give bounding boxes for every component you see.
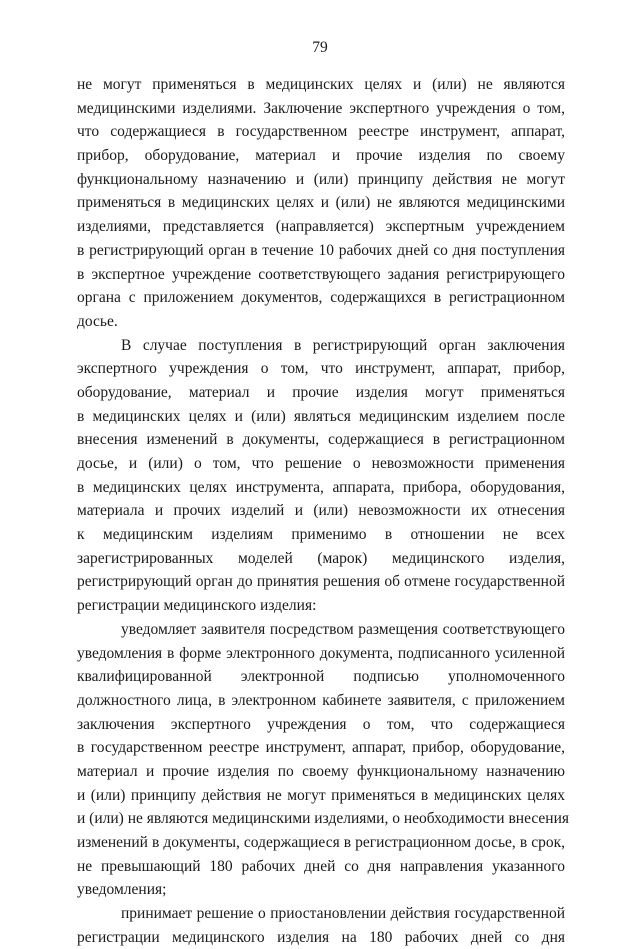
text-line: принимает решение о приостановлении действия государственной [121,905,565,923]
text-line: регистрации медицинского изделия на 180 рабочих дней со дня [77,928,565,946]
page-number: 79 [312,39,328,56]
paragraph [77,902,565,949]
text-line: что содержащиеся в государственном реестре инструмент, аппарат, [77,123,565,141]
text-line: в экспертное учреждение соответствующего задания регистрирующего [77,265,565,283]
text-line: применяться в медицинских целях и (или) не являются медицинскими [77,194,565,212]
text-line: не могут применяться в медицинских целях и (или) не являются [77,76,565,93]
text-line: органа с приложением документов, содержащихся в регистрационном [77,289,565,307]
text-line: в государственном реестре инструмент, аппарат, прибор, оборудование, [77,739,565,757]
text-line: изменений в документы, содержащиеся в регистрационном досье, в срок, [77,834,565,851]
text-line: изделиями, представляется (направляется) экспертным учреждением [77,218,565,236]
body-text [77,73,570,949]
text-line: уведомления; [77,881,167,899]
text-line: функциональному назначению и (или) принципу действия не могут [77,170,565,188]
text-line: зарегистрированных моделей (марок) медицинского изделия, [77,549,565,567]
text-line: оборудование, материал и прочие изделия могут применяться [77,383,565,401]
text-line: должностного лица, в электронном кабинете заявителя, с приложением [77,691,565,709]
text-line: прибор, оборудование, материал и прочие изделия по своему [77,147,565,165]
text-line: в медицинских целях инструмента, аппарата, прибора, оборудования, [77,478,565,496]
text-line: экспертного учреждения о том, что инструмент, аппарат, прибор, [77,360,565,378]
text-line: в регистрирующий орган в течение 10 рабочих дней со дня поступления [77,241,565,259]
paragraph [77,73,565,334]
paragraph [77,618,570,902]
text-line: материала и прочих изделий и (или) невозможности их отнесения [77,502,565,520]
text-line: заключения экспертного учреждения о том, что содержащиеся [77,715,565,733]
text-line: медицинскими изделиями. Заключение экспертного учреждения о том, [77,99,565,117]
text-line: и (или) не являются медицинскими изделиями, о необходимости внесения [77,810,570,828]
text-line: В случае поступления в регистрирующий орган заключения [121,336,565,354]
text-line: и (или) принципу действия не могут применяться в медицинских целях [77,786,565,804]
text-line: регистрации медицинского изделия: [77,597,317,615]
text-line: уведомляет заявителя посредством размещения соответствующего [121,620,565,638]
text-line: регистрирующий орган до принятия решения об отмене государственной [77,573,565,591]
text-line: не превышающий 180 рабочих дней со дня направления указанного [77,857,565,875]
text-line: квалифицированной электронной подписью уполномоченного [77,668,565,686]
text-line: внесения изменений в документы, содержащиеся в регистрационном [77,431,565,449]
text-line: уведомления в форме электронного документа, подписанного усиленной [77,644,565,662]
paragraph [77,334,565,618]
text-line: досье, и (или) о том, что решение о невозможности применения [77,455,565,472]
text-line: досье. [77,312,118,330]
text-line: в медицинских целях и (или) являться медицинским изделием после [77,407,565,425]
text-line: к медицинским изделиям применимо в отношении не всех [77,526,565,544]
text-line: материал и прочие изделия по своему функциональному назначению [77,762,565,780]
